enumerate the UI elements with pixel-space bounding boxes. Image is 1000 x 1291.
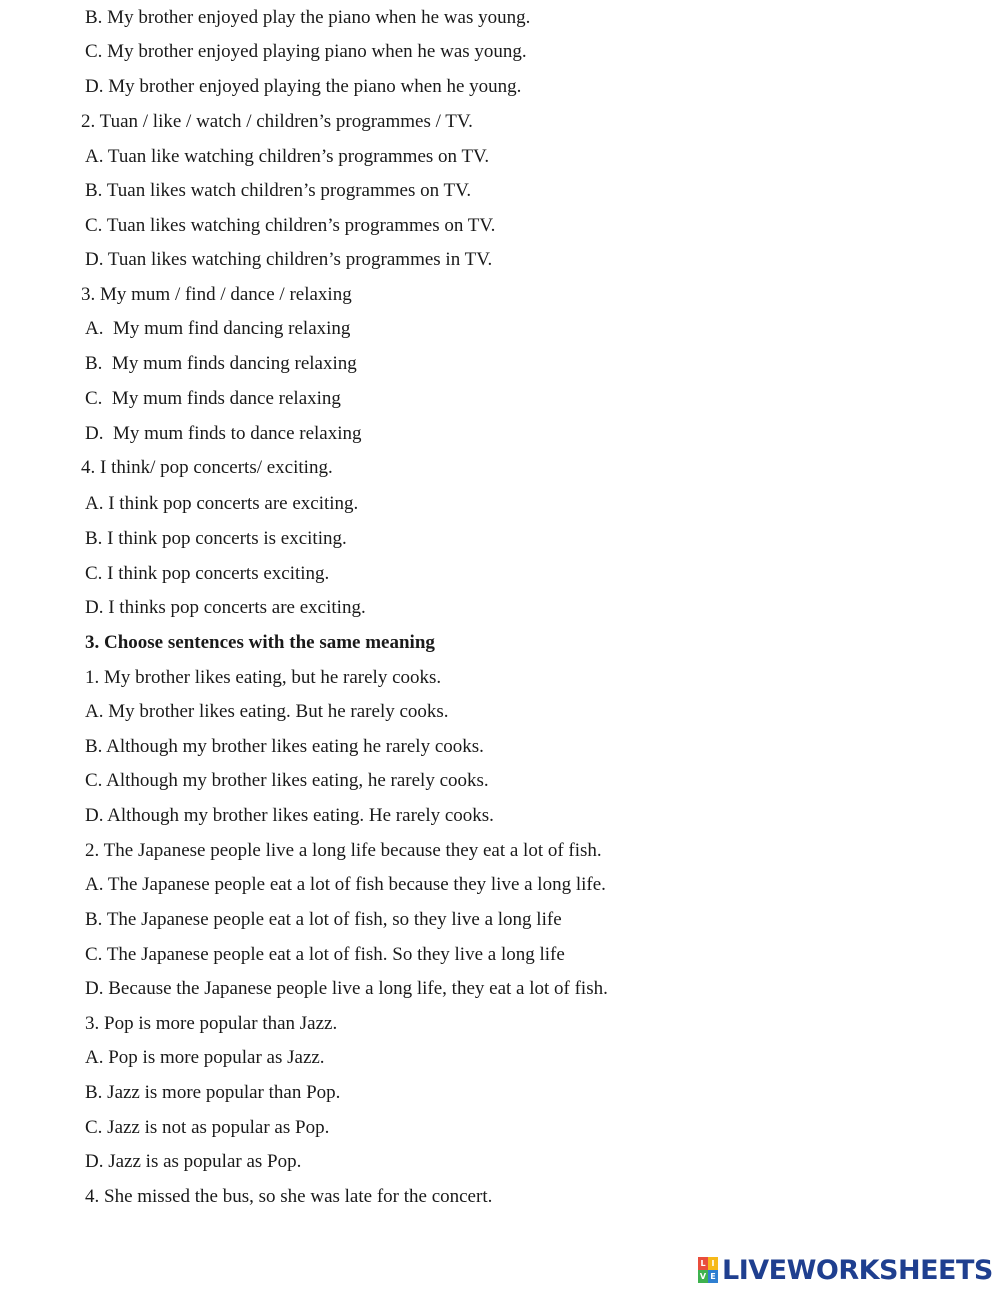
liveworksheets-logo[interactable]	[698, 1255, 993, 1285]
option-2d: D. Tuan likes watching children’s programmes in TV.	[85, 249, 493, 270]
meaning-question-2: 2. The Japanese people live a long life because they eat a lot of fish.	[85, 840, 602, 861]
option-4c: C. I think pop concerts exciting.	[85, 563, 330, 584]
option-3c: C. My mum finds dance relaxing	[85, 388, 341, 409]
meaning-question-3: 3. Pop is more popular than Jazz.	[85, 1013, 338, 1034]
logo-mark-letter: L	[698, 1257, 708, 1270]
meaning-option-1a: A. My brother likes eating. But he rarely cooks.	[85, 701, 449, 722]
meaning-option-3a: A. Pop is more popular as Jazz.	[85, 1047, 325, 1068]
meaning-question-1: 1. My brother likes eating, but he rarely cooks.	[85, 667, 442, 688]
logo-text: LIVEWORKSHEETS	[722, 1254, 993, 1286]
liveworksheets-mark-icon	[698, 1257, 718, 1283]
option-2c: C. Tuan likes watching children’s programmes on TV.	[85, 215, 496, 236]
option-2b: B. Tuan likes watch children’s programmes on TV.	[85, 180, 472, 201]
option-4b: B. I think pop concerts is exciting.	[85, 528, 347, 549]
option-4a: A. I think pop concerts are exciting.	[85, 493, 359, 514]
logo-mark-letter: V	[699, 1272, 707, 1281]
option-4d: D. I thinks pop concerts are exciting.	[85, 597, 366, 618]
meaning-option-2d: D. Because the Japanese people live a long life, they eat a lot of fish.	[85, 978, 608, 999]
meaning-option-2c: C. The Japanese people eat a lot of fish. So they live a long life	[85, 944, 565, 965]
meaning-option-1b: B. Although my brother likes eating he rarely cooks.	[85, 736, 484, 757]
meaning-question-4: 4. She missed the bus, so she was late for the concert.	[85, 1186, 493, 1207]
meaning-option-3b: B. Jazz is more popular than Pop.	[85, 1082, 341, 1103]
option-1c: C. My brother enjoyed playing piano when he was young.	[85, 41, 527, 62]
section-heading: 3. Choose sentences with the same meaning	[85, 632, 435, 653]
option-3d: D. My mum finds to dance relaxing	[85, 423, 362, 444]
logo-mark-letter: I	[708, 1257, 718, 1270]
meaning-option-1d: D. Although my brother likes eating. He rarely cooks.	[85, 805, 494, 826]
question-3: 3. My mum / find / dance / relaxing	[81, 284, 352, 305]
meaning-option-3d: D. Jazz is as popular as Pop.	[85, 1151, 302, 1172]
logo-mark-letter: E	[708, 1270, 718, 1283]
question-4: 4. I think/ pop concerts/ exciting.	[81, 457, 333, 478]
option-1b: B. My brother enjoyed play the piano when he was young.	[85, 7, 531, 28]
option-1d: D. My brother enjoyed playing the piano when he young.	[85, 76, 522, 97]
option-3a: A. My mum find dancing relaxing	[85, 318, 351, 339]
meaning-option-2a: A. The Japanese people eat a lot of fish because they live a long life.	[85, 874, 606, 895]
option-3b: B. My mum finds dancing relaxing	[85, 353, 357, 374]
meaning-option-1c: C. Although my brother likes eating, he rarely cooks.	[85, 770, 489, 791]
meaning-option-3c: C. Jazz is not as popular as Pop.	[85, 1117, 330, 1138]
question-2: 2. Tuan / like / watch / children’s programmes / TV.	[81, 111, 473, 132]
option-2a: A. Tuan like watching children’s programmes on TV.	[85, 146, 490, 167]
meaning-option-2b: B. The Japanese people eat a lot of fish, so they live a long life	[85, 909, 562, 930]
